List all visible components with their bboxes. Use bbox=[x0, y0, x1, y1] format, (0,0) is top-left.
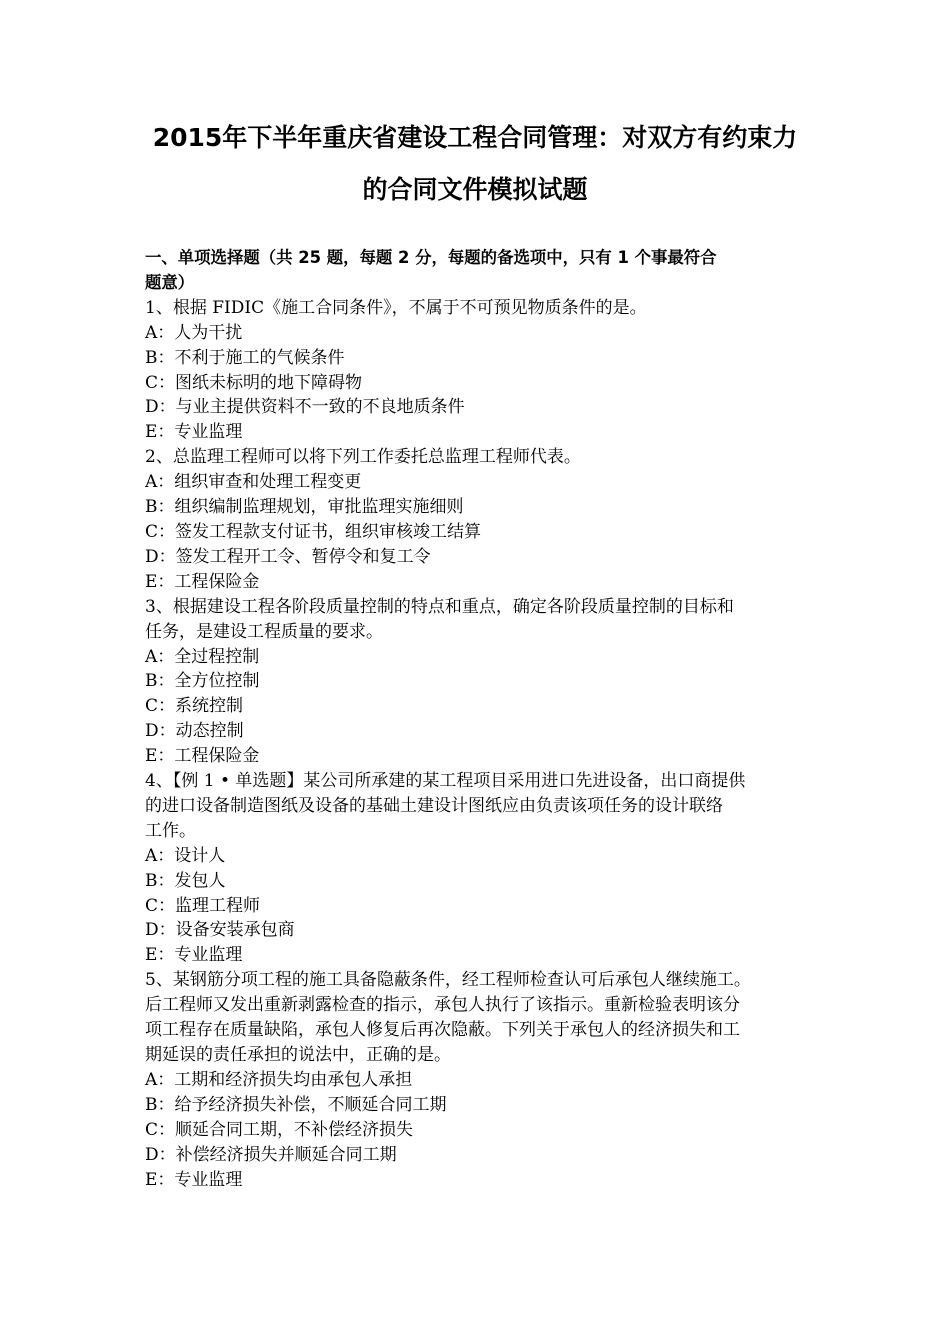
answer-option: D：动态控制 bbox=[145, 721, 244, 742]
answer-option: C：签发工程款支付证书，组织审核竣工结算 bbox=[145, 521, 482, 542]
question-block bbox=[145, 968, 809, 1192]
answer-option: B：不利于施工的气候条件 bbox=[145, 347, 345, 368]
answer-option: A：工期和经济损失均由承包人承担 bbox=[145, 1069, 413, 1090]
answer-option: E：专业监理 bbox=[145, 945, 243, 966]
answer-option: C：系统控制 bbox=[145, 696, 244, 717]
answer-option: D：签发工程开工令、暂停令和复工令 bbox=[145, 546, 431, 567]
question-block bbox=[145, 595, 809, 769]
question-block bbox=[145, 296, 809, 445]
question-block bbox=[145, 445, 809, 594]
question-stem-line: 工作。 bbox=[145, 820, 196, 841]
answer-option: E：工程保险金 bbox=[145, 746, 260, 767]
answer-option: B：全方位控制 bbox=[145, 671, 260, 692]
answer-option: D：设备安装承包商 bbox=[145, 920, 295, 941]
title-line-1: 2015年下半年重庆省建设工程合同管理：对双方有约束力 bbox=[152, 123, 798, 152]
section-heading-line-1: 一、单项选择题（共 25 题，每题 2 分，每题的备选项中，只有 1 个事最符合 bbox=[145, 248, 717, 267]
answer-option: C：监理工程师 bbox=[145, 895, 261, 916]
question-list bbox=[145, 296, 809, 1193]
title-line-2: 的合同文件模拟试题 bbox=[362, 175, 588, 204]
document-title bbox=[130, 112, 820, 216]
question-stem-line: 项工程存在质量缺陷，承包人修复后再次隐蔽。下列关于承包人的经济损失和工 bbox=[145, 1020, 740, 1041]
answer-option: E：工程保险金 bbox=[145, 571, 260, 592]
answer-option: B：发包人 bbox=[145, 870, 226, 891]
answer-option: A：设计人 bbox=[145, 845, 226, 866]
question-stem-line: 2、总监理工程师可以将下列工作委托总监理工程师代表。 bbox=[145, 447, 581, 468]
answer-option: D：补偿经济损失并顺延合同工期 bbox=[145, 1144, 397, 1165]
answer-option: C：顺延合同工期，不补偿经济损失 bbox=[145, 1119, 414, 1140]
question-stem-line: 后工程师又发出重新剥露检查的指示，承包人执行了该指示。重新检验表明该分 bbox=[145, 995, 740, 1016]
answer-option: B：组织编制监理规划，审批监理实施细则 bbox=[145, 497, 464, 518]
answer-option: C：图纸未标明的地下障碍物 bbox=[145, 372, 363, 393]
answer-option: E：专业监理 bbox=[145, 422, 243, 443]
section-heading-line-2: 题意） bbox=[145, 272, 195, 292]
answer-option: E：专业监理 bbox=[145, 1169, 243, 1190]
answer-option: A：全过程控制 bbox=[145, 646, 260, 667]
answer-option: A：组织审查和处理工程变更 bbox=[145, 472, 362, 493]
question-stem-line: 3、根据建设工程各阶段质量控制的特点和重点，确定各阶段质量控制的目标和 bbox=[145, 596, 734, 617]
answer-option: D：与业主提供资料不一致的不良地质条件 bbox=[145, 397, 465, 418]
question-stem-line: 期延误的责任承担的说法中，正确的是。 bbox=[145, 1045, 451, 1065]
question-stem-line: 1、根据 FIDIC《施工合同条件》，不属于不可预见物质条件的是。 bbox=[145, 297, 647, 318]
question-stem-line: 的进口设备制造图纸及设备的基础土建设计图纸应由负责该项任务的设计联络 bbox=[145, 795, 723, 816]
question-stem-line: 任务，是建设工程质量的要求。 bbox=[145, 621, 383, 642]
answer-option: B：给予经济损失补偿，不顺延合同工期 bbox=[145, 1094, 447, 1115]
document-body bbox=[145, 246, 809, 1192]
question-stem-line: 4、【例 1 • 单选题】某公司所承建的某工程项目采用进口先进设备，出口商提供 bbox=[145, 771, 746, 792]
answer-option: A：人为干扰 bbox=[145, 322, 243, 343]
question-block bbox=[145, 769, 809, 968]
question-stem-line: 5、某钢筋分项工程的施工具备隐蔽条件，经工程师检查认可后承包人继续施工。 bbox=[145, 970, 751, 991]
